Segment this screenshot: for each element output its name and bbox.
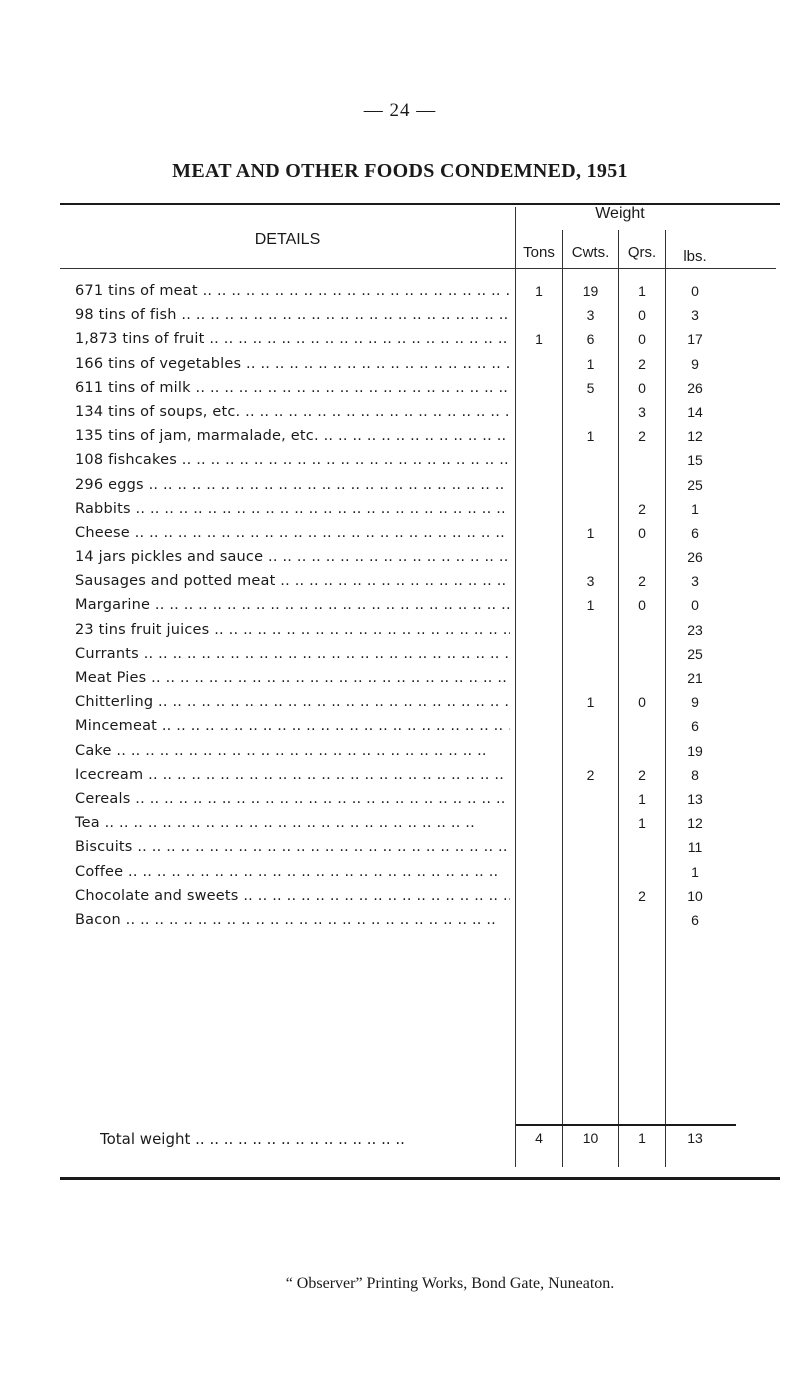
table-row: [0, 525, 800, 549]
total-row: [0, 1130, 800, 1154]
item-description: Bacon .. ..: [75, 912, 510, 928]
header-lbs: lbs.: [683, 248, 707, 265]
table-row: [0, 380, 800, 404]
table-bottom-rule: [60, 1177, 780, 1180]
item-description: Chocolate and sweets .. ..: [75, 888, 510, 904]
item-description: Mincemeat .. ..: [75, 718, 510, 734]
cell-cwts: 3: [586, 307, 595, 324]
item-description: Cheese .. ..: [75, 525, 510, 541]
header-details: DETAILS: [254, 231, 321, 248]
cell-qrs: 0: [638, 379, 646, 396]
item-description: 135 tins of jam, marmalade, etc. .. ..: [75, 428, 510, 444]
cell-lbs: 26: [687, 549, 703, 566]
item-description: Icecream .. ..: [75, 767, 510, 783]
cell-qrs: 1: [638, 283, 646, 299]
cell-lbs: 6: [691, 524, 699, 541]
cell-cwts: 1: [586, 597, 595, 614]
table-row: [0, 404, 800, 428]
cell-lbs: 25: [687, 645, 703, 662]
table-row: [0, 694, 800, 718]
cell-lbs: 1: [691, 500, 699, 517]
item-description: Meat Pies .. ..: [75, 670, 510, 686]
item-description: 98 tins of fish .. ..: [75, 307, 510, 323]
item-description: 134 tins of soups, etc. .. ..: [75, 404, 510, 420]
table-row: [0, 283, 800, 307]
table-row: [0, 718, 800, 742]
cell-lbs: 21: [687, 670, 703, 686]
cell-cwts: 5: [586, 379, 595, 396]
table-row: [0, 743, 800, 767]
cell-qrs: 0: [638, 524, 646, 541]
cell-lbs: 10: [687, 887, 703, 904]
table-row: [0, 791, 800, 815]
cell-qrs: 2: [638, 355, 646, 372]
cell-lbs: 25: [687, 476, 703, 493]
total-lbs: 13: [687, 1130, 703, 1146]
cell-lbs: 17: [687, 331, 703, 348]
table-row: [0, 839, 800, 863]
cell-qrs: 2: [638, 573, 646, 590]
table-row: [0, 646, 800, 670]
total-tons: 4: [535, 1130, 543, 1146]
cell-qrs: 0: [638, 331, 646, 348]
cell-qrs: 1: [638, 815, 646, 832]
table-body: [0, 283, 800, 936]
cell-qrs: 2: [638, 428, 646, 445]
header-rule-details: [60, 268, 515, 269]
header-qrs: Qrs.: [627, 244, 657, 261]
header-rule-weight: [516, 268, 776, 269]
cell-lbs: 8: [691, 766, 699, 783]
table-row: [0, 815, 800, 839]
cell-lbs: 3: [691, 573, 699, 590]
item-description: Chitterling .. ..: [75, 694, 510, 710]
cell-lbs: 19: [687, 742, 703, 759]
cell-lbs: 0: [691, 597, 699, 614]
item-description: 296 eggs .. ..: [75, 477, 510, 493]
item-description: 671 tins of meat .. ..: [75, 283, 510, 299]
cell-lbs: 26: [687, 379, 703, 396]
cell-lbs: 11: [687, 839, 703, 856]
cell-cwts: 1: [586, 694, 595, 711]
total-cwts: 10: [582, 1130, 599, 1146]
item-description: 108 fishcakes .. ..: [75, 452, 510, 468]
item-description: 1,873 tins of fruit .. ..: [75, 331, 510, 347]
cell-lbs: 13: [687, 790, 703, 807]
printer-imprint: “ Observer” Printing Works, Bond Gate, Nuneaton.: [285, 1275, 615, 1292]
cell-cwts: 6: [586, 331, 595, 348]
cell-qrs: 1: [638, 790, 646, 807]
cell-qrs: 3: [638, 403, 646, 420]
cell-qrs: 2: [638, 500, 646, 517]
table-row: [0, 477, 800, 501]
cell-qrs: 0: [638, 307, 646, 324]
table-row: [0, 888, 800, 912]
item-description: Rabbits .. ..: [75, 501, 510, 517]
table-row: [0, 597, 800, 621]
cell-lbs: 12: [687, 428, 703, 445]
cell-cwts: 3: [586, 573, 595, 590]
table-row: [0, 864, 800, 888]
cell-lbs: 23: [687, 621, 703, 638]
header-weight: Weight: [595, 205, 645, 222]
total-qrs: 1: [638, 1130, 646, 1146]
table-row: [0, 452, 800, 476]
table-row: [0, 767, 800, 791]
cell-qrs: 2: [638, 766, 646, 783]
cell-lbs: 0: [691, 283, 699, 299]
table-row: [0, 912, 800, 936]
cell-lbs: 3: [691, 307, 699, 324]
table-row: [0, 428, 800, 452]
cell-qrs: 0: [638, 694, 646, 711]
cell-qrs: 2: [638, 887, 646, 904]
header-cwts: Cwts.: [571, 244, 610, 261]
table-row: [0, 573, 800, 597]
header-tons: Tons: [523, 244, 555, 261]
item-description: Margarine .. ..: [75, 597, 510, 613]
table-row: [0, 622, 800, 646]
item-description: 166 tins of vegetables .. ..: [75, 356, 510, 372]
document-title: MEAT AND OTHER FOODS CONDEMNED, 1951: [172, 160, 628, 182]
page-number: — 24 —: [363, 100, 437, 121]
item-description: Sausages and potted meat .. ..: [75, 573, 510, 589]
table-row: [0, 501, 800, 525]
table-row: [0, 307, 800, 331]
cell-lbs: 12: [687, 815, 703, 832]
item-description: Coffee .. ..: [75, 864, 510, 880]
item-description: Cake .. ..: [75, 743, 510, 759]
item-description: Cereals .. ..: [75, 791, 510, 807]
cell-cwts: 1: [586, 428, 595, 445]
cell-lbs: 9: [691, 355, 699, 372]
cell-qrs: 0: [638, 597, 646, 614]
item-description: Tea .. ..: [75, 815, 510, 831]
cell-cwts: 1: [586, 355, 595, 372]
total-label: Total weight .. ..: [100, 1130, 508, 1148]
item-description: 611 tins of milk .. ..: [75, 380, 510, 396]
cell-cwts: 1: [586, 524, 595, 541]
cell-lbs: 9: [691, 694, 699, 711]
table-row: [0, 331, 800, 355]
item-description: Currants .. ..: [75, 646, 510, 662]
cell-tons: 1: [535, 283, 543, 299]
cell-lbs: 1: [691, 863, 699, 880]
cell-lbs: 15: [687, 452, 703, 469]
cell-lbs: 14: [687, 403, 703, 420]
table-row: [0, 356, 800, 380]
item-description: 23 tins fruit juices .. ..: [75, 622, 510, 638]
cell-cwts: 19: [582, 283, 599, 299]
cell-lbs: 6: [691, 718, 699, 735]
cell-tons: 1: [535, 331, 543, 348]
cell-lbs: 6: [691, 911, 699, 928]
item-description: Biscuits .. ..: [75, 839, 510, 855]
table-row: [0, 549, 800, 573]
table-row: [0, 670, 800, 694]
item-description: 14 jars pickles and sauce .. ..: [75, 549, 510, 565]
total-rule: [516, 1124, 736, 1126]
cell-cwts: 2: [586, 766, 595, 783]
